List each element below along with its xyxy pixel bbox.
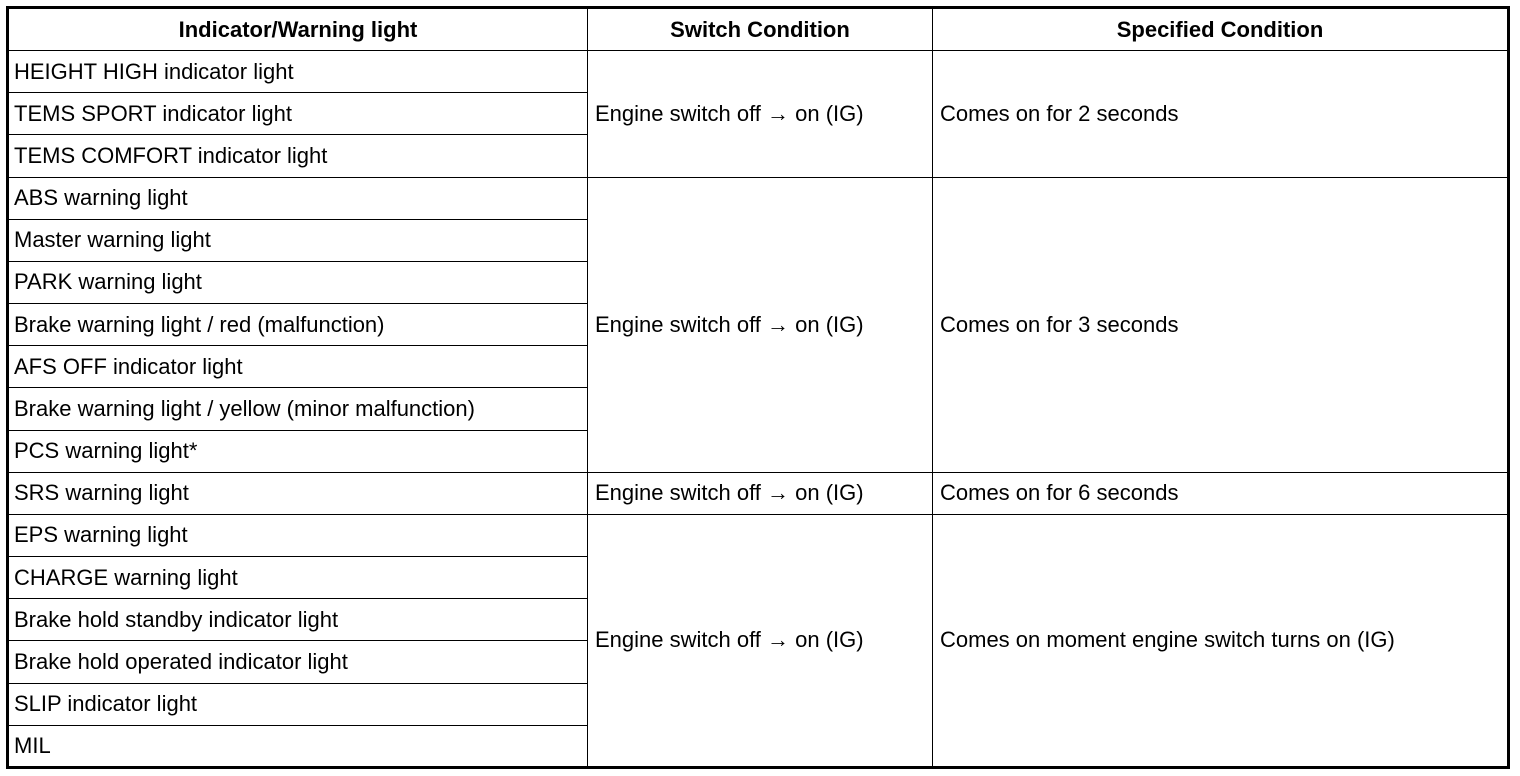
switch-condition-cell: Engine switch off → on (IG) — [588, 514, 933, 767]
switch-condition-cell: Engine switch off → on (IG) — [588, 51, 933, 178]
switch-condition-cell: Engine switch off → on (IG) — [588, 177, 933, 472]
indicator-cell: EPS warning light — [8, 514, 588, 556]
table-row — [8, 472, 1509, 514]
indicator-check-table — [6, 6, 1510, 769]
indicator-cell: HEIGHT HIGH indicator light — [8, 51, 588, 93]
header-specified-condition: Specified Condition — [933, 8, 1509, 51]
indicator-cell: Brake hold operated indicator light — [8, 641, 588, 683]
table-header-row — [8, 8, 1509, 51]
indicator-cell: Brake warning light / yellow (minor malfunction) — [8, 388, 588, 430]
indicator-cell: TEMS COMFORT indicator light — [8, 135, 588, 177]
indicator-cell: AFS OFF indicator light — [8, 346, 588, 388]
indicator-cell: Brake hold standby indicator light — [8, 599, 588, 641]
indicator-cell: SRS warning light — [8, 472, 588, 514]
indicator-cell: MIL — [8, 725, 588, 767]
table-row — [8, 177, 1509, 219]
switch-condition-cell: Engine switch off → on (IG) — [588, 472, 933, 514]
indicator-cell: PARK warning light — [8, 261, 588, 303]
indicator-cell: ABS warning light — [8, 177, 588, 219]
header-indicator-warning-light: Indicator/Warning light — [8, 8, 588, 51]
header-switch-condition: Switch Condition — [588, 8, 933, 51]
indicator-cell: CHARGE warning light — [8, 557, 588, 599]
table-row — [8, 514, 1509, 556]
indicator-cell: Master warning light — [8, 219, 588, 261]
indicator-cell: SLIP indicator light — [8, 683, 588, 725]
indicator-cell: TEMS SPORT indicator light — [8, 93, 588, 135]
specified-condition-cell: Comes on for 2 seconds — [933, 51, 1509, 178]
specified-condition-cell: Comes on for 3 seconds — [933, 177, 1509, 472]
indicator-cell: Brake warning light / red (malfunction) — [8, 304, 588, 346]
specified-condition-cell: Comes on for 6 seconds — [933, 472, 1509, 514]
indicator-cell: PCS warning light* — [8, 430, 588, 472]
table-row — [8, 51, 1509, 93]
specified-condition-cell: Comes on moment engine switch turns on (IG) — [933, 514, 1509, 767]
